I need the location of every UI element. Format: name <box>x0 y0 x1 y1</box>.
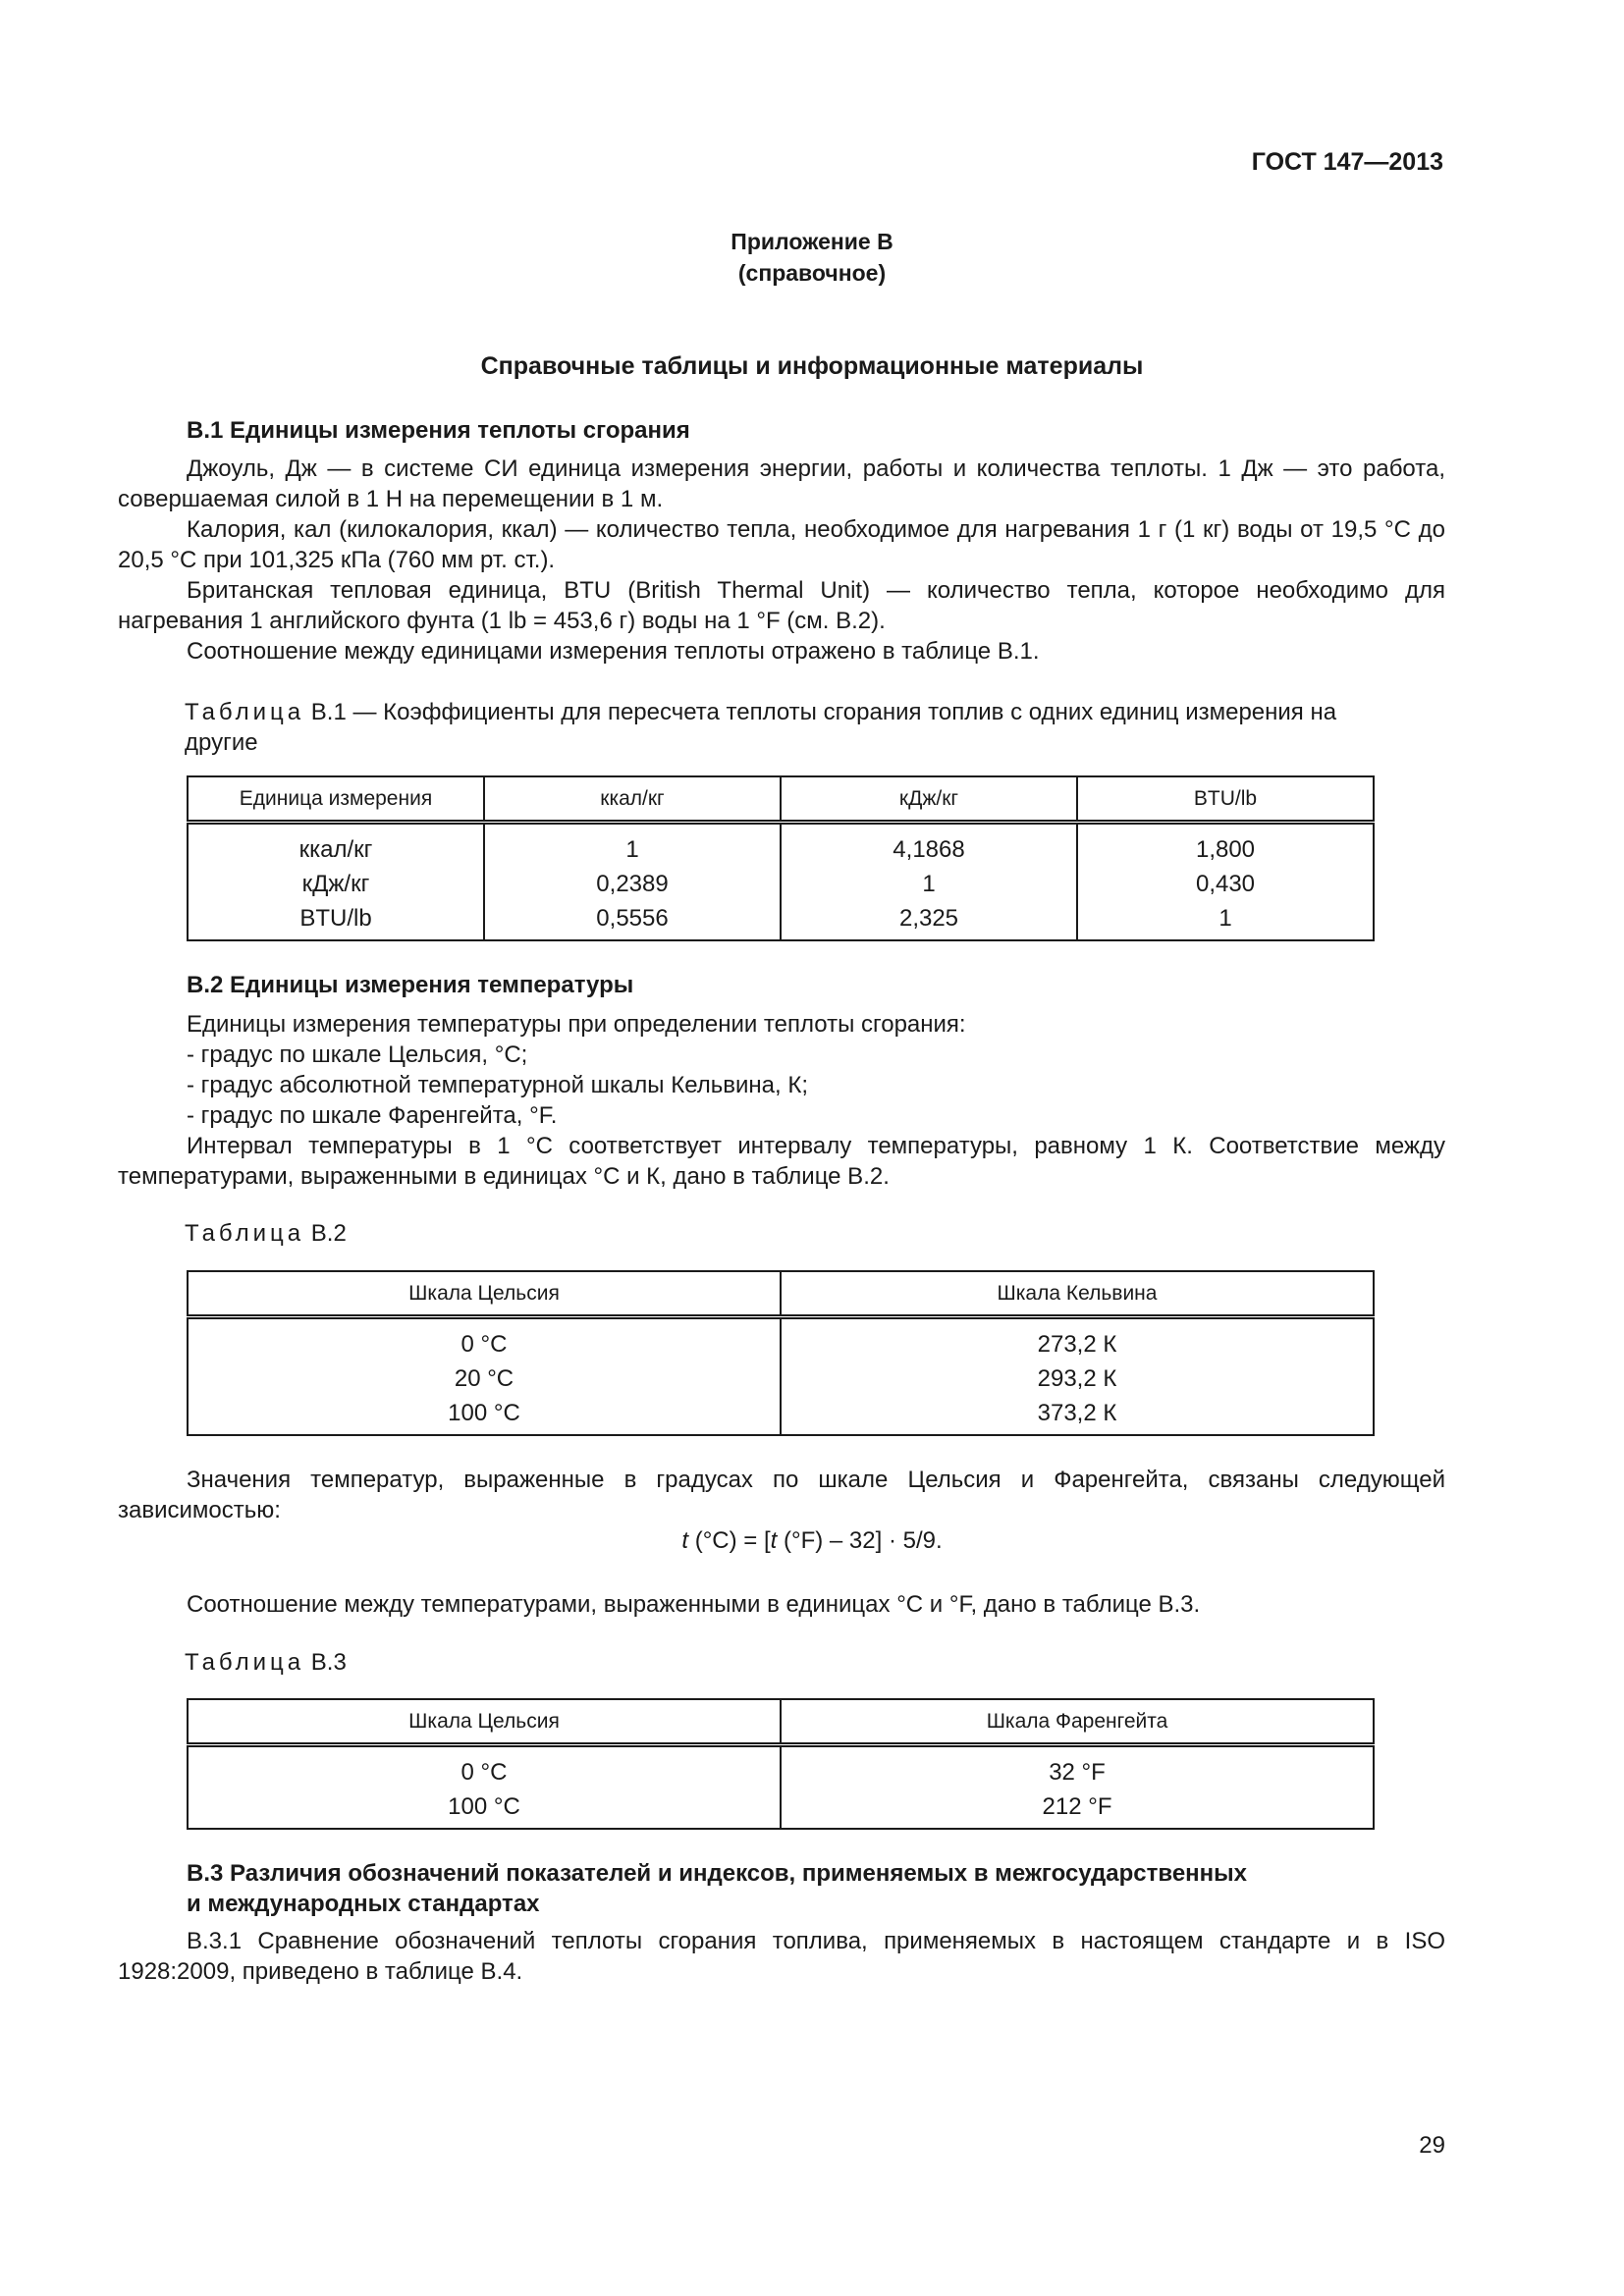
list-item: - градус по шкале Фаренгейта, °F. <box>187 1102 558 1129</box>
table-cell: 20 °С <box>188 1362 781 1396</box>
table-header-cell: Шкала Цельсия <box>188 1699 781 1745</box>
formula-variable: t <box>770 1527 778 1554</box>
table-cell: 373,2 К <box>781 1396 1374 1435</box>
table-b1-caption-label: Таблица <box>185 699 305 725</box>
table-cell: 100 °С <box>188 1396 781 1435</box>
document-code: ГОСТ 147—2013 <box>1251 148 1443 176</box>
table-cell: 4,1868 <box>781 823 1077 868</box>
table-header-cell: ккал/кг <box>484 776 781 823</box>
paragraph-b3-1: В.3.1 Сравнение обозначений теплоты сгорания топлива, применяемых в настоящем стандарте и в ISO 1928:2009, приведено в таблице В.4. <box>118 1928 1445 1985</box>
table-b1-caption-text: В.1 — Коэффициенты для пересчета теплоты сгорания топлив с одних единиц измерения на другие <box>185 699 1337 756</box>
paragraph-interval: Интервал температуры в 1 °С соответствует интервалу температуры, равному 1 К. Соответствие между температурами, выраженными в единицах °С и К, дано в таблице В.2. <box>118 1133 1445 1190</box>
table-cell: BTU/lb <box>188 901 484 940</box>
paragraph-calorie: Калория, кал (килокалория, ккал) — количество тепла, необходимое для нагревания 1 г (1 кг) воды от 19,5 °С до 20,5 °С при 101,325 кПа (760 мм рт. ст.). <box>118 516 1445 573</box>
table-header-row <box>188 1699 1374 1745</box>
table-b3 <box>187 1698 1375 1830</box>
table-row <box>188 1317 1374 1362</box>
table-cell: 212 °F <box>781 1789 1374 1829</box>
table-header-cell: кДж/кг <box>781 776 1077 823</box>
section-b2-heading: В.2 Единицы измерения температуры <box>187 972 634 998</box>
table-cell: 0 °С <box>188 1317 781 1362</box>
table-row <box>188 1789 1374 1829</box>
page-number: 29 <box>1419 2132 1445 2159</box>
appendix-label: Приложение В <box>731 229 893 254</box>
list-item: - градус по шкале Цельсия, °С; <box>187 1041 528 1068</box>
table-cell: 1 <box>1077 901 1374 940</box>
table-row <box>188 1745 1374 1790</box>
table-cell: ккал/кг <box>188 823 484 868</box>
table-b1 <box>187 775 1375 941</box>
table-cell: 0,5556 <box>484 901 781 940</box>
table-b3-caption-text: В.3 <box>310 1649 347 1676</box>
table-b2-caption <box>185 1218 1392 1249</box>
formula-part: (°С) = [ <box>688 1527 771 1554</box>
section-b3-heading-cont: и международных стандартах <box>187 1891 540 1917</box>
page-title: Справочные таблицы и информационные материалы <box>480 352 1144 380</box>
formula-variable: t <box>681 1527 689 1554</box>
paragraph-ratio-b3: Соотношение между температурами, выраженными в единицах °С и °F, дано в таблице В.3. <box>187 1591 1201 1618</box>
paragraph-ratio-b1: Соотношение между единицами измерения теплоты отражено в таблице В.1. <box>187 638 1040 665</box>
temperature-formula <box>0 1525 1624 1556</box>
table-cell: 1 <box>781 867 1077 901</box>
list-item: - градус абсолютной температурной шкалы Кельвина, К; <box>187 1072 808 1098</box>
table-cell: 0,2389 <box>484 867 781 901</box>
table-b2 <box>187 1270 1375 1436</box>
table-cell: 0 °С <box>188 1745 781 1790</box>
paragraph-relation: Значения температур, выраженные в градусах по шкале Цельсия и Фаренгейта, связаны следующей зависимостью: <box>118 1467 1445 1523</box>
table-cell: 1 <box>484 823 781 868</box>
table-header-cell: Шкала Цельсия <box>188 1271 781 1317</box>
table-header-cell: Шкала Кельвина <box>781 1271 1374 1317</box>
table-row <box>188 867 1374 901</box>
table-cell: 32 °F <box>781 1745 1374 1790</box>
table-b2-caption-label: Таблица <box>185 1220 305 1247</box>
table-cell: 0,430 <box>1077 867 1374 901</box>
table-row <box>188 1362 1374 1396</box>
table-b2-caption-text: В.2 <box>310 1220 347 1247</box>
table-header-row <box>188 1271 1374 1317</box>
table-row <box>188 823 1374 868</box>
table-row <box>188 901 1374 940</box>
temperature-units-intro: Единицы измерения температуры при определении теплоты сгорания: <box>187 1011 966 1038</box>
paragraph-joule: Джоуль, Дж — в системе СИ единица измерения энергии, работы и количества теплоты. 1 Дж — это работа, совершаемая силой в 1 Н на перемещении в 1 м. <box>118 455 1445 512</box>
section-b3-heading: В.3 Различия обозначений показателей и индексов, применяемых в межгосударственных <box>187 1860 1248 1887</box>
table-header-row <box>188 776 1374 823</box>
table-header-cell: Шкала Фаренгейта <box>781 1699 1374 1745</box>
table-b3-caption-label: Таблица <box>185 1649 305 1676</box>
table-b1-caption <box>185 697 1392 758</box>
section-b1-heading: В.1 Единицы измерения теплоты сгорания <box>187 417 690 444</box>
table-cell: 273,2 К <box>781 1317 1374 1362</box>
table-header-cell: BTU/lb <box>1077 776 1374 823</box>
table-header-cell: Единица измерения <box>188 776 484 823</box>
table-cell: 100 °С <box>188 1789 781 1829</box>
formula-part: (°F) – 32] · 5/9. <box>777 1527 943 1554</box>
table-cell: 1,800 <box>1077 823 1374 868</box>
table-cell: 2,325 <box>781 901 1077 940</box>
table-cell: кДж/кг <box>188 867 484 901</box>
appendix-type: (справочное) <box>737 260 887 286</box>
table-cell: 293,2 К <box>781 1362 1374 1396</box>
paragraph-btu: Британская тепловая единица, BTU (British Thermal Unit) — количество тепла, которое необходимо для нагревания 1 английского фунта (1 lb = 453,6 г) воды на 1 °F (см. В.2). <box>118 577 1445 634</box>
table-b3-caption <box>185 1647 1392 1678</box>
table-row <box>188 1396 1374 1435</box>
